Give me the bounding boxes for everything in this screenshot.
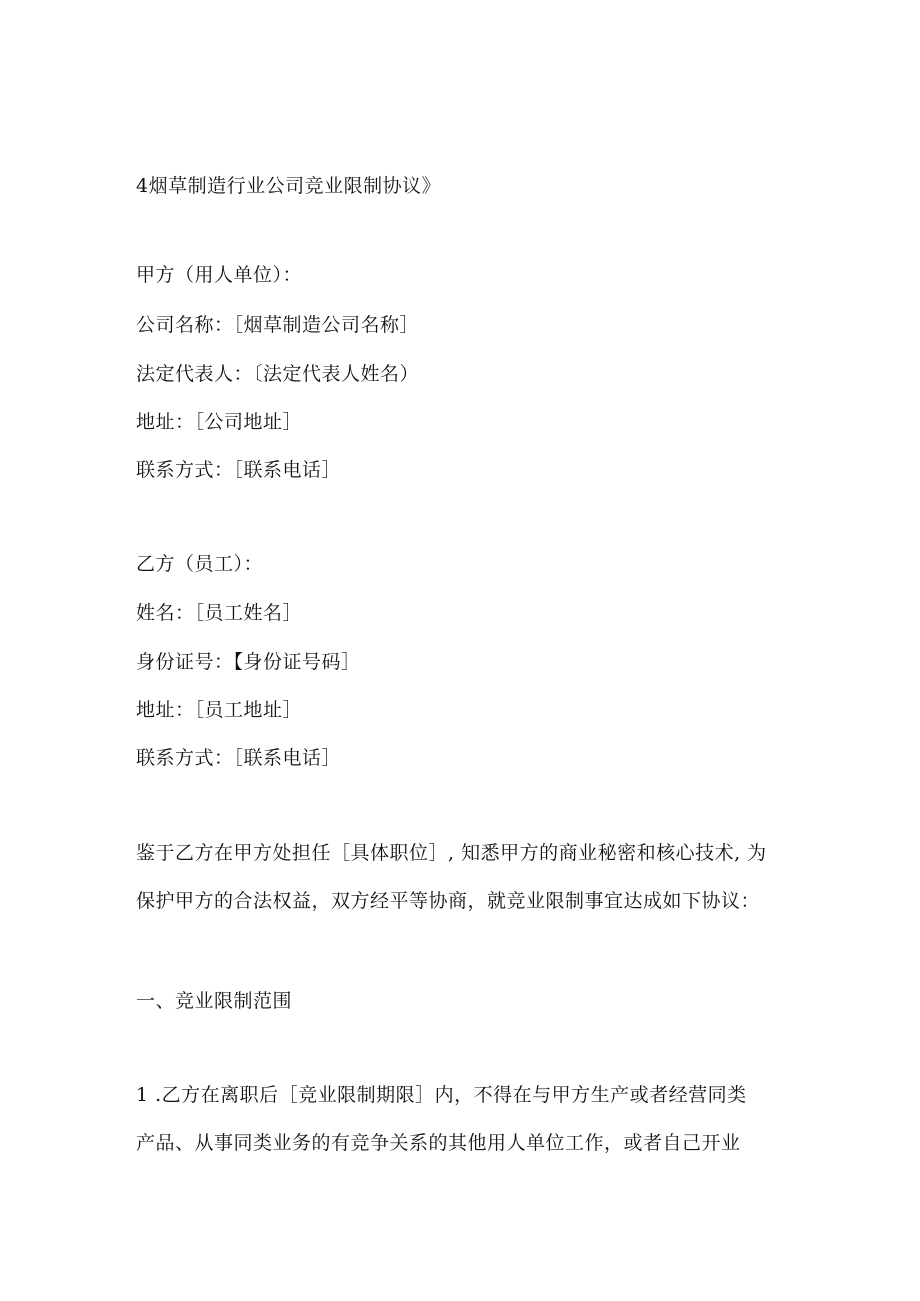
clause-1-line-2: 产品、从事同类业务的有竞争关系的其他用人单位工作，或者自己开业 xyxy=(136,1132,741,1154)
preamble-line-1: 鉴于乙方在甲方处担任［具体职位］, 知悉甲方的商业秘密和核心技术, 为 xyxy=(136,842,767,864)
party-b-name: 姓名：［员工姓名］ xyxy=(136,602,303,624)
party-a-contact: 联系方式：［联系电话］ xyxy=(136,459,342,481)
party-a-address: 地址：［公司地址］ xyxy=(136,411,303,433)
party-a-company: 公司名称：［烟草制造公司名称］ xyxy=(136,314,420,336)
party-b-contact: 联系方式：［联系电话］ xyxy=(136,747,342,769)
party-a-legal-rep: 法定代表人：〔法定代表人姓名） xyxy=(136,363,420,385)
party-b-id-number: 身份证号：【身份证号码］ xyxy=(136,651,361,673)
document-title: 4烟草制造行业公司竞业限制协议》 xyxy=(136,175,442,197)
party-b-address: 地址：［员工地址］ xyxy=(136,699,303,721)
party-b-heading: 乙方（员工）： xyxy=(136,553,264,575)
preamble-line-2: 保护甲方的合法权益，双方经平等协商，就竞业限制事宜达成如下协议： xyxy=(136,890,761,912)
party-a-heading: 甲方（用人单位）： xyxy=(136,264,303,286)
section-1-heading: 一、竞业限制范围 xyxy=(136,990,293,1012)
clause-1-line-1: 1 .乙方在离职后［竞业限制期限］内，不得在与甲方生产或者经营同类 xyxy=(136,1084,747,1106)
